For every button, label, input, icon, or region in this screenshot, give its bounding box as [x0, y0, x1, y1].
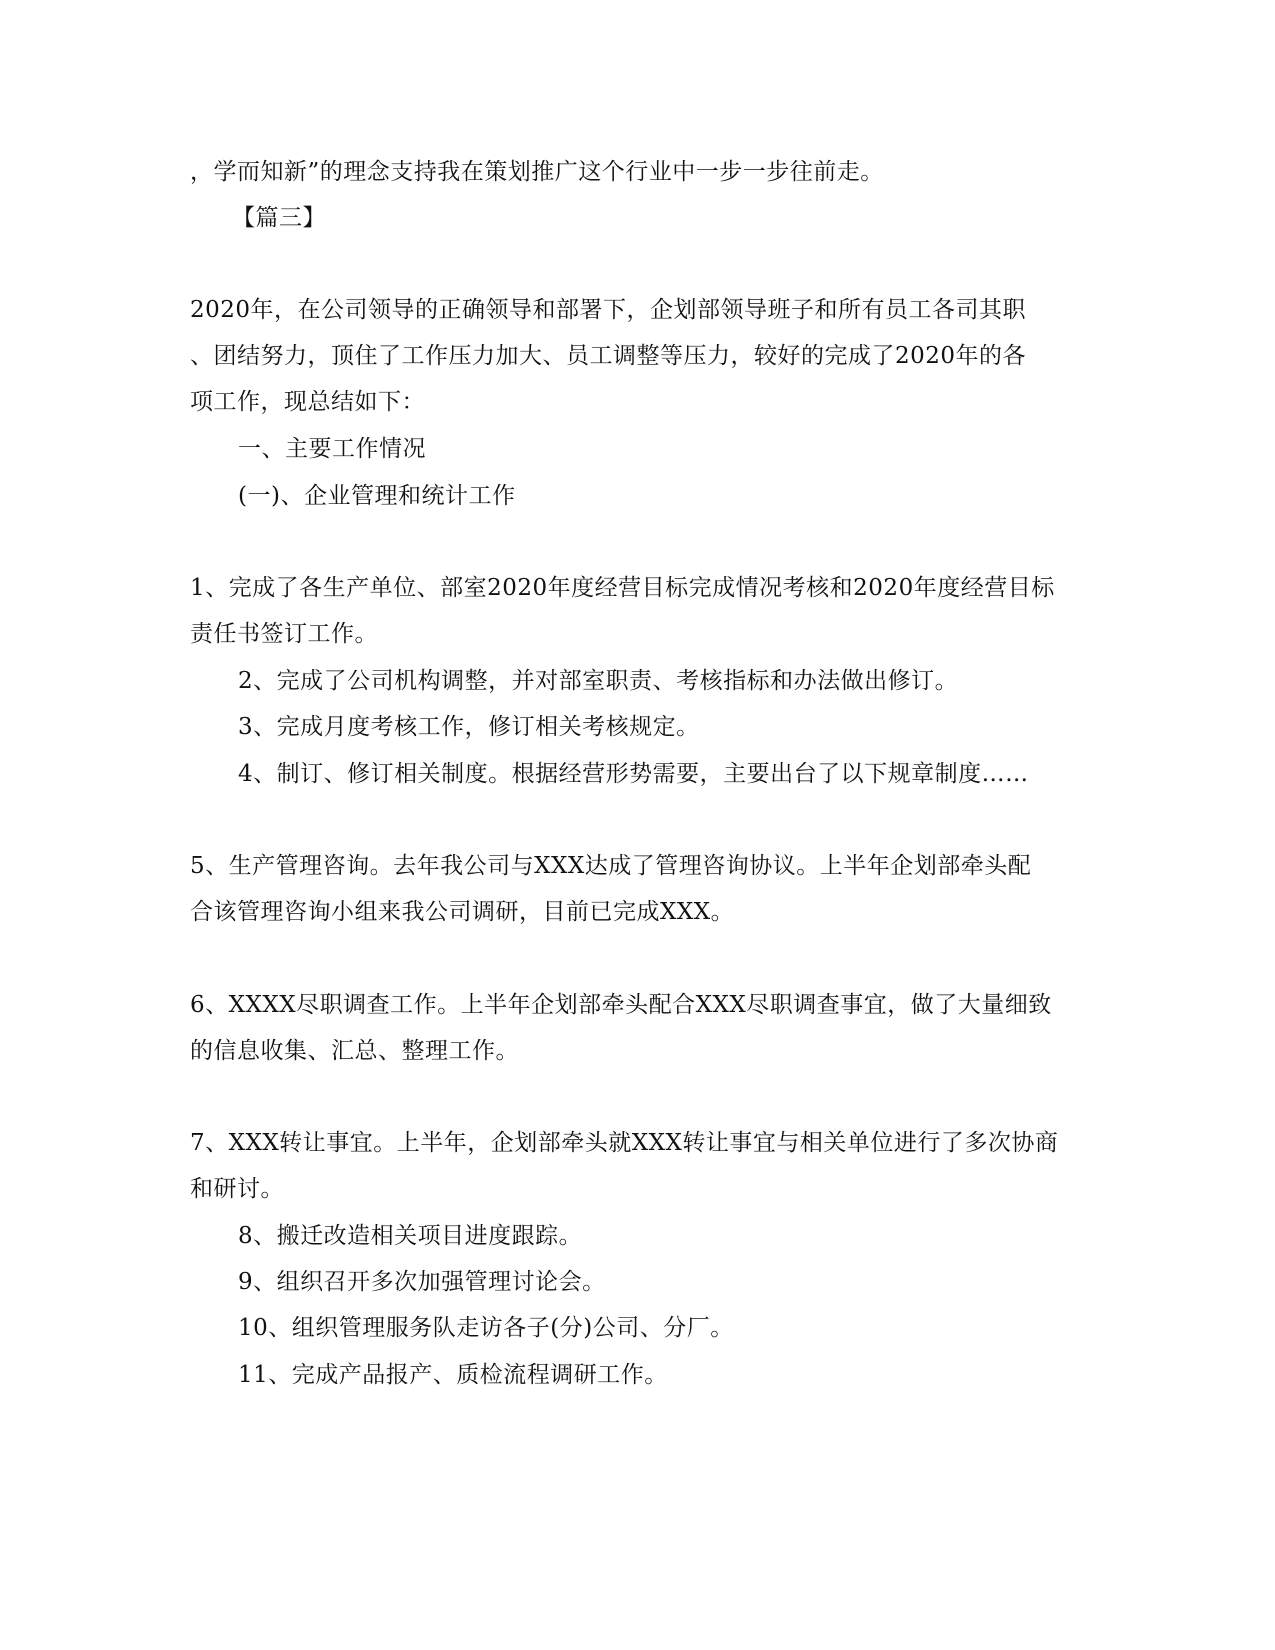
text-line: 的信息收集、汇总、整理工作。 — [190, 1038, 519, 1064]
text-line: 6、XXXX尽职调查工作。上半年企划部牵头配合XXX尽职调查事宜，做了大量细致 — [190, 992, 1052, 1018]
text-line: ，学而知新”的理念支持我在策划推广这个行业中一步一步往前走。 — [190, 159, 884, 185]
text-line: 、团结努力，顶住了工作压力加大、员工调整等压力，较好的完成了2020年的各 — [190, 343, 1027, 369]
text-line: 项工作，现总结如下： — [190, 389, 425, 415]
list-item: 3、完成月度考核工作，修订相关考核规定。 — [238, 714, 700, 740]
text-line: 7、XXX转让事宜。上半年，企划部牵头就XXX转让事宜与相关单位进行了多次协商 — [190, 1130, 1059, 1156]
text-line: 合该管理咨询小组来我公司调研，目前已完成XXX。 — [190, 899, 735, 925]
text-line: 5、生产管理咨询。去年我公司与XXX达成了管理咨询协议。上半年企划部牵头配 — [190, 853, 1032, 879]
text-line: 2020年，在公司领导的正确领导和部署下，企划部领导班子和所有员工各司其职 — [190, 297, 1027, 323]
text-line: 责任书签订工作。 — [190, 621, 378, 647]
list-item: 4、制订、修订相关制度。根据经营形势需要，主要出台了以下规章制度…… — [238, 761, 1029, 787]
list-item: 2、完成了公司机构调整，并对部室职责、考核指标和办法做出修订。 — [238, 668, 959, 694]
subheading: 一、主要工作情况 — [238, 436, 426, 462]
text-line: 1、完成了各生产单位、部室2020年度经营目标完成情况考核和2020年度经营目标 — [190, 575, 1055, 601]
subheading: (一)、企业管理和统计工作 — [238, 483, 516, 509]
list-item: 11、完成产品报产、质检流程调研工作。 — [238, 1362, 668, 1388]
list-item: 10、组织管理服务队走访各子(分)公司、分厂。 — [238, 1315, 734, 1341]
list-item: 8、搬迁改造相关项目进度跟踪。 — [238, 1223, 583, 1249]
list-item: 9、组织召开多次加强管理讨论会。 — [238, 1269, 606, 1295]
section-heading: 【篇三】 — [232, 205, 326, 231]
text-line: 和研讨。 — [190, 1176, 284, 1202]
